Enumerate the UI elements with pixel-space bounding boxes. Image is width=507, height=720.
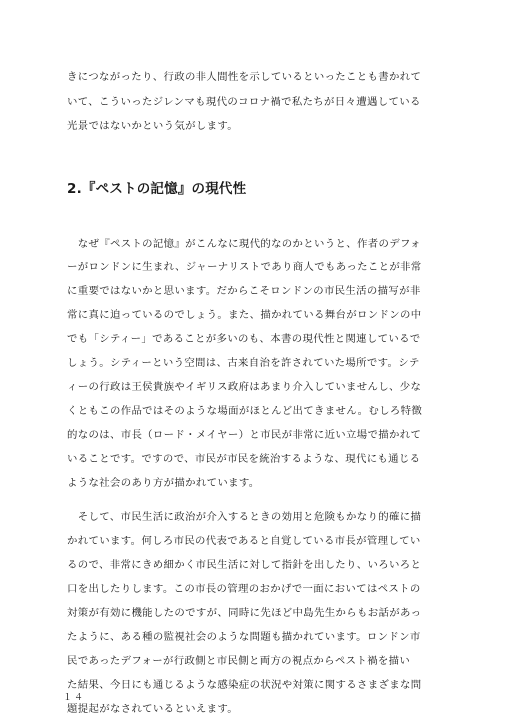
paragraph1-line: でも「シティー」であることが多いのも、本書の現代性と関連しているで bbox=[67, 333, 421, 345]
paragraph2-line: るので、非常にきめ細かく市民生活に対して指針を出したり、いろいろと bbox=[67, 559, 422, 571]
paragraph1-line: ィーの行政は王侯貴族やイギリス政府はあまり介入していませんし、少な bbox=[67, 381, 422, 393]
paragraph1-line: に重要ではないかと思います。だからこそロンドンの市民生活の描写が非 bbox=[67, 285, 421, 297]
intro-line: きにつながったり、行政の非人間性を示しているといったことも書かれて bbox=[67, 71, 422, 83]
paragraph1-line: いることです。ですので、市民が市民を統治するような、現代にも通じる bbox=[67, 453, 421, 465]
paragraph2-line: た結果、今日にも通じるような感染症の状況や対策に関するさまざまな問 bbox=[67, 679, 422, 691]
paragraph2-line: かれています。何しろ市民の代表であると自覚している市長が管理してい bbox=[67, 535, 421, 547]
intro-line: いて、こういったジレンマも現代のコロナ禍で私たちが日々遭遇している bbox=[67, 96, 421, 108]
section-heading: 2.『ペストの記憶』の現代性 bbox=[67, 181, 247, 197]
paragraph1-line: ーがロンドンに生まれ、ジャーナリストであり商人でもあったことが非常 bbox=[67, 261, 422, 273]
paragraph2-line: そして、市民生活に政治が介入するときの効用と危険もかなり的確に描 bbox=[67, 511, 422, 523]
paragraph2-line: 口を出したりします。この市長の管理のおかげで一面においてはペストの bbox=[67, 583, 421, 595]
paragraph1-line: なぜ『ペストの記憶』がこんなに現代的なのかというと、作者のデフォ bbox=[67, 238, 421, 250]
paragraph2-line: 対策が有効に機能したのですが、同時に先ほど中島先生からもお話があっ bbox=[67, 607, 422, 619]
paragraph2-line: たように、ある種の監視社会のような問題も描かれています。ロンドン市 bbox=[67, 631, 421, 643]
page-number: １４ bbox=[63, 693, 86, 703]
paragraph2-line: 題提起がなされているといえます。 bbox=[67, 703, 239, 715]
paragraph1-line: くともこの作品ではそのような場面がほとんど出てきません。むしろ特徴 bbox=[67, 405, 423, 417]
intro-line: 光景ではないかという気がします。 bbox=[67, 120, 239, 132]
paragraph2-line: 民であったデフォーが行政側と市民側と両方の視点からペスト禍を描い bbox=[67, 655, 411, 667]
paragraph1-line: 的なのは、市長（ロード・メイヤー）と市民が非常に近い立場で描かれて bbox=[67, 429, 422, 441]
paragraph1-line: 常に真に迫っているのでしょう。また、描かれている舞台がロンドンの中 bbox=[67, 309, 422, 321]
paragraph1-line: しょう。シティーという空間は、古来自治を許されていた場所です。シテ bbox=[67, 357, 420, 369]
paragraph1-line: ような社会のあり方が描かれています。 bbox=[67, 477, 260, 489]
